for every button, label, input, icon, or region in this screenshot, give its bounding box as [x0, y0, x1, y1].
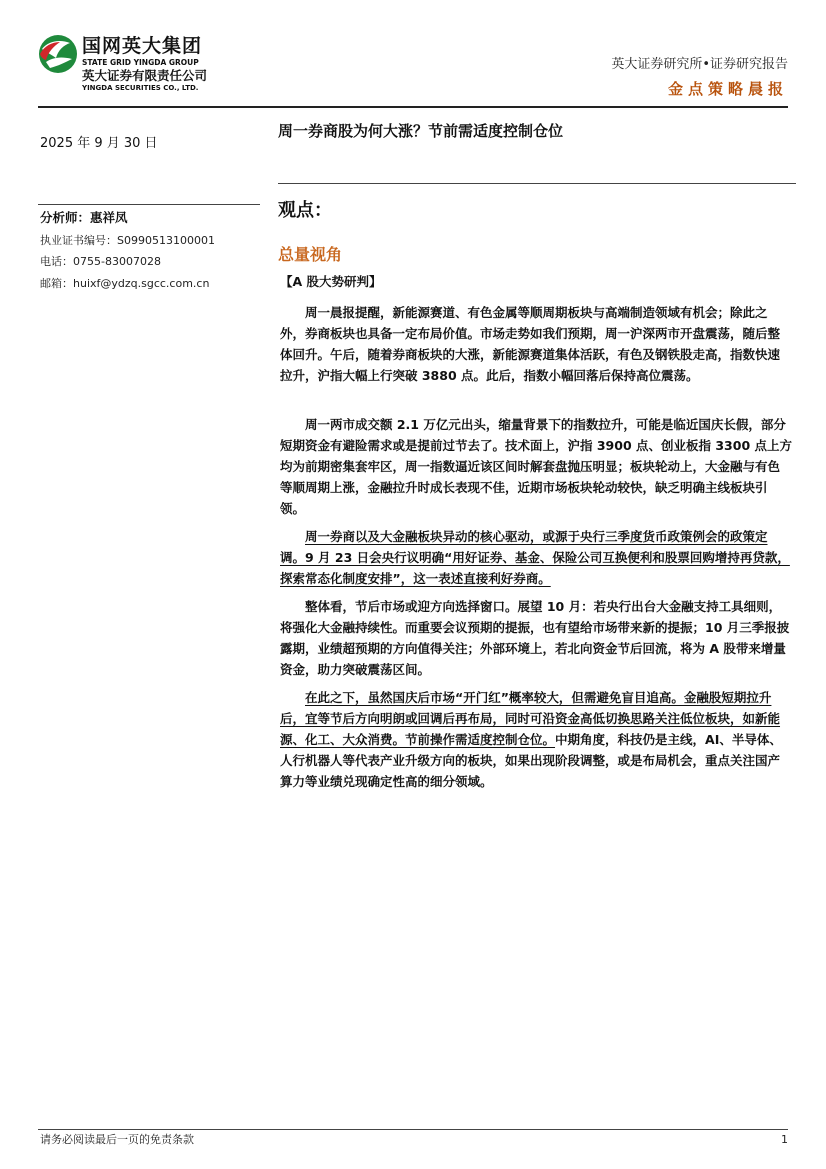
analyst-email: 邮箱：huixf@ydzq.sgcc.com.cn [40, 277, 210, 290]
disclaimer-note: 请务必阅读最后一页的免责条款 [40, 1133, 194, 1146]
header-divider [38, 106, 788, 108]
paragraph-3: 周一券商以及大金融板块异动的核心驱动，或源于央行三季度货币政策例会的政策定调。9 月 23 日会央行议明确“用好证券、基金、保险公司互换便利和股票回购增持再贷款，探索常态化制度安排”，这一表述直接利好券商。 [280, 529, 790, 586]
logo-group-name-en: STATE GRID YINGDA GROUP [82, 58, 199, 67]
paragraph-5-underlined: 在此之下，虽然国庆后市场“开门红”概率较大，但需避免盲目追高。金融股短期拉升后，宜等节后方向明朗或回调后再布局，同时可沿资金高低切换思路关注低位板块，如新能源、化工、大众消费。节前操作需适度控制仓位。 [280, 690, 781, 747]
report-series-title: 金点策略晨报 [667, 80, 788, 98]
subsection-heading: 【A 股大势研判】 [280, 274, 382, 289]
company-logo-icon [38, 34, 78, 74]
section-heading: 总量视角 [278, 245, 343, 264]
page-number: 1 [781, 1133, 788, 1146]
paragraph-1: 周一晨报提醒，新能源赛道、有色金属等顺周期板块与高端制造领域有机会；除此之外，券商板块也具备一定布局价值。市场走势如我们预期，周一沪深两市开盘震荡，随后整体回升。午后，随着券商板块的大涨，新能源赛道集体活跃，有色及钢铁股走高，指数快速拉升，沪指大幅上行突破 3880 点。此后，指数小幅回落后保持高位震荡。 [280, 305, 781, 383]
logo-group-name: 国网英大集团 [82, 35, 203, 57]
paragraph-5 [280, 687, 792, 792]
report-title: 周一券商股为何大涨？节前需适度控制仓位 [278, 122, 564, 140]
report-date: 2025 年 9 月 30 日 [40, 136, 158, 151]
title-divider [278, 183, 796, 184]
footer-divider [38, 1129, 788, 1130]
paragraph-5-rest: 中期角度，科技仍是主线，AI、半导体、人行机器人等代表产业升级方向的板块，如果出现阶段调整，或是布局机会，重点关注国产算力等业绩兑现确定性高的细分领域。 [280, 732, 782, 789]
institute-label: 英大证券研究所•证券研究报告 [611, 57, 788, 72]
license-number: 执业证书编号：S0990513100001 [40, 234, 215, 247]
paragraph-2: 周一两市成交额 2.1 万亿元出头，缩量背景下的指数拉升，可能是临近国庆长假，部分短期资金有避险需求或是提前过节去了。技术面上，沪指 3900 点、创业板指 3300 点上方均为前期密集套牢区，周一指数逼近该区间时解套盘抛压明显；板块轮动上，大金融与有色等顺周期上涨，金融拉升时成长表现不佳，近期市场板块轮动较快，缺乏明确主线板块引领。 [280, 417, 792, 516]
analyst-phone: 电话：0755-83007028 [40, 255, 161, 268]
viewpoint-heading: 观点： [278, 200, 332, 221]
sidebar-divider [38, 204, 260, 205]
paragraph-4: 整体看，节后市场或迎方向选择窗口。展望 10 月：若央行出台大金融支持工具细则，将强化大金融持续性。而重要会议预期的提振，也有望给市场带来新的提振；10 月三季报披露期，业绩超预期的方向值得关注；外部环境上，若北向资金节后回流，将为 A 股带来增量资金，助力突破震荡区间。 [280, 599, 790, 677]
logo-company-name-en: YINGDA SECURITIES CO., LTD. [82, 84, 199, 92]
analyst-name: 分析师：惠祥凤 [40, 210, 128, 225]
logo-company-name: 英大证券有限责任公司 [82, 68, 208, 83]
